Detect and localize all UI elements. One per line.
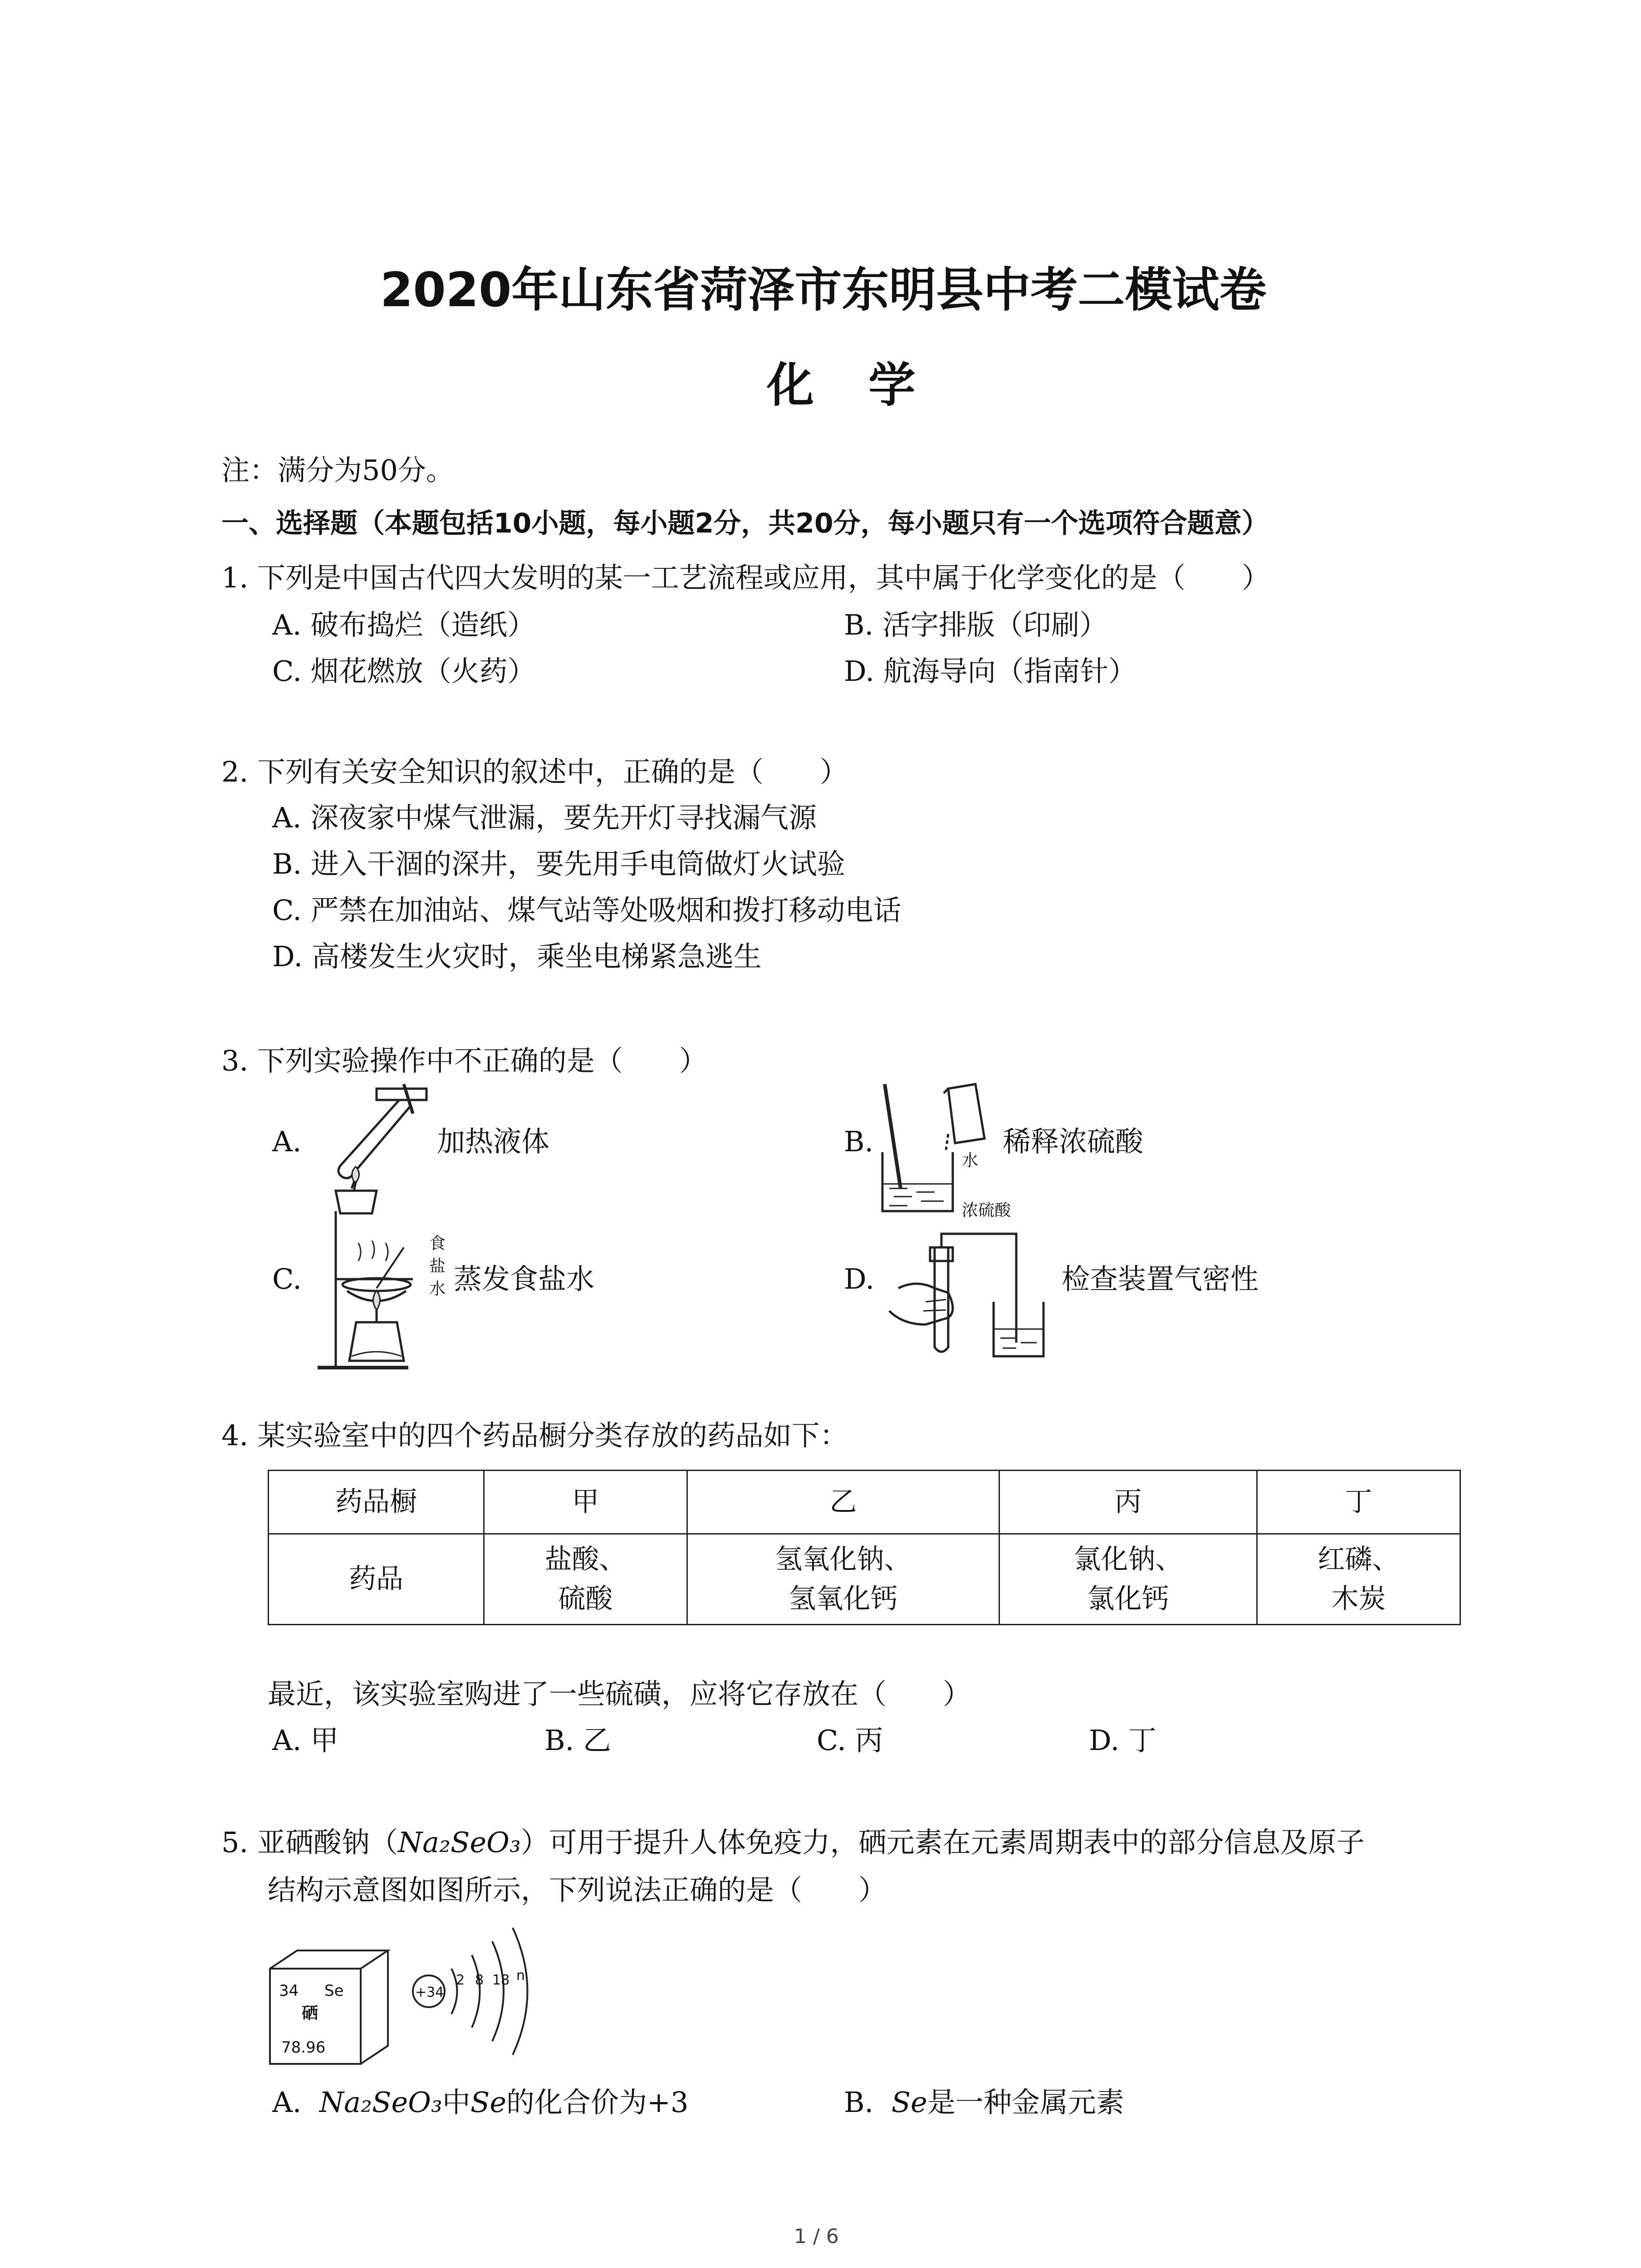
sodium-selenite-formula: Na₂SeO₃ (397, 1826, 521, 1859)
atomic-structure-diagram (406, 1919, 560, 2068)
air-tightness-diagram (880, 1220, 1062, 1361)
element-symbol: Se (324, 1982, 344, 2000)
water-tag: 水 (962, 1151, 979, 1170)
cell-line: 氢氧化钠、 (775, 1543, 911, 1575)
q5-option-a-symbol: Se (470, 2086, 507, 2119)
table-row (269, 1534, 1460, 1625)
q2-option-c: C. 严禁在加油站、煤气站等处吸烟和拨打移动电话 (272, 894, 901, 927)
q5-option-b-post: 是一种金属元素 (927, 2086, 1124, 2119)
table-header-cell: 甲 (484, 1471, 687, 1534)
page-number: 1 / 6 (794, 2225, 839, 2248)
shell-2-count: 8 (475, 1972, 484, 1988)
cell-line: 氯化钙 (1087, 1583, 1169, 1615)
nucleus-charge: +34 (415, 1984, 444, 2000)
q2-option-a: A. 深夜家中煤气泄漏，要先开灯寻找漏气源 (272, 801, 817, 834)
q1-option-a: A. 破布捣烂（造纸） (272, 608, 536, 641)
salt-water-tag-2: 盐 (429, 1257, 446, 1276)
q3-option-d-label: 检查装置气密性 (1062, 1262, 1259, 1295)
atomic-number: 34 (279, 1982, 299, 2000)
q4-option-d: D. 丁 (1089, 1724, 1156, 1757)
salt-water-tag-3: 水 (429, 1280, 446, 1298)
q4-question: 最近，该实验室购进了一些硫磺，应将它存放在（ ） (268, 1677, 971, 1711)
score-note: 注：满分为50分。 (221, 454, 454, 487)
table-cell (1257, 1534, 1460, 1625)
evaporation-diagram (309, 1207, 445, 1374)
q3-option-c-letter: C. (272, 1262, 302, 1295)
q3-option-a-letter: A. (272, 1125, 302, 1158)
cell-line: 盐酸、 (544, 1543, 627, 1575)
q5-option-a-mid: 中 (442, 2086, 470, 2119)
heating-liquid-diagram (309, 1080, 454, 1216)
q5-option-a-post: 的化合价为+3 (506, 2086, 689, 2119)
q5-option-a-formula: Na₂SeO₃ (319, 2086, 442, 2119)
element-name: 硒 (302, 2004, 318, 2023)
q2-option-b: B. 进入干涸的深井，要先用手电筒做灯火试验 (272, 847, 845, 880)
q4-option-b: B. 乙 (544, 1724, 611, 1757)
q1-option-b: B. 活字排版（印刷） (844, 608, 1107, 641)
acid-tag: 浓硫酸 (962, 1201, 1011, 1220)
table-cell (687, 1534, 999, 1625)
section-heading: 一、选择题（本题包括10小题，每小题2分，共20分，每小题只有一个选项符合题意） (221, 508, 1269, 539)
q3-option-b-letter: B. (844, 1125, 874, 1158)
q5-stem-pre: 5. 亚硒酸钠（ (221, 1826, 398, 1859)
subject-title: 化学 (767, 357, 970, 413)
table-header-cell: 药品橱 (269, 1471, 484, 1534)
table-cell (484, 1534, 687, 1625)
q3-stem: 3. 下列实验操作中不正确的是（ ） (221, 1044, 707, 1077)
table-header-cell: 乙 (687, 1471, 999, 1534)
selenium-element-card (265, 1946, 397, 2068)
q2-option-d: D. 高楼发生火灾时，乘坐电梯紧急逃生 (272, 940, 762, 973)
q3-option-a-label: 加热液体 (437, 1125, 550, 1158)
q3-option-b-label: 稀释浓硫酸 (1003, 1125, 1144, 1158)
q5-option-b-letter: B. (844, 2086, 874, 2119)
cell-line: 硫酸 (558, 1583, 613, 1615)
q5-stem (221, 1826, 1365, 1859)
table-header-cell: 丙 (999, 1471, 1257, 1534)
q5-option-b (844, 2086, 1124, 2119)
table-header-cell: 丁 (1257, 1471, 1460, 1534)
q4-stem: 4. 某实验室中的四个药品橱分类存放的药品如下： (221, 1419, 848, 1452)
q3-option-c-label: 蒸发食盐水 (454, 1262, 595, 1295)
shell-1-count: 2 (456, 1972, 465, 1988)
q1-option-d: D. 航海导向（指南针） (844, 655, 1136, 688)
exam-title: 2020年山东省菏泽市东明县中考二模试卷 (380, 262, 1267, 318)
q1-stem: 1. 下列是中国古代四大发明的某一工艺流程或应用，其中属于化学变化的是（ ） (221, 561, 1270, 594)
table-header-row (269, 1471, 1460, 1534)
salt-water-tag-1: 食 (429, 1234, 446, 1253)
atomic-mass: 78.96 (281, 2038, 326, 2057)
q4-option-a: A. 甲 (272, 1724, 339, 1757)
table-row-label: 药品 (269, 1534, 484, 1625)
q5-stem-line2: 结构示意图如图所示，下列说法正确的是（ ） (268, 1873, 887, 1906)
q5-stem-post: ）可用于提升人体免疫力，硒元素在元素周期表中的部分信息及原子 (520, 1826, 1365, 1859)
cell-line: 木炭 (1331, 1583, 1386, 1615)
q4-option-c: C. 丙 (817, 1724, 883, 1757)
cell-line: 氢氧化钙 (789, 1583, 898, 1615)
cell-line: 红磷、 (1318, 1543, 1400, 1575)
q1-option-c: C. 烟花燃放（火药） (272, 655, 536, 688)
q5-option-b-symbol: Se (891, 2086, 927, 2119)
cell-line: 氯化钠、 (1073, 1543, 1183, 1575)
q5-option-a-letter: A. (272, 2086, 302, 2119)
shell-3-count: 18 (492, 1972, 510, 1988)
shell-4-count: n (516, 1968, 525, 1984)
medicine-cabinet-table (268, 1470, 1461, 1625)
q3-option-d-letter: D. (844, 1262, 875, 1295)
table-cell (999, 1534, 1257, 1625)
q5-option-a (272, 2086, 688, 2119)
q2-stem: 2. 下列有关安全知识的叙述中，正确的是（ ） (221, 755, 848, 788)
